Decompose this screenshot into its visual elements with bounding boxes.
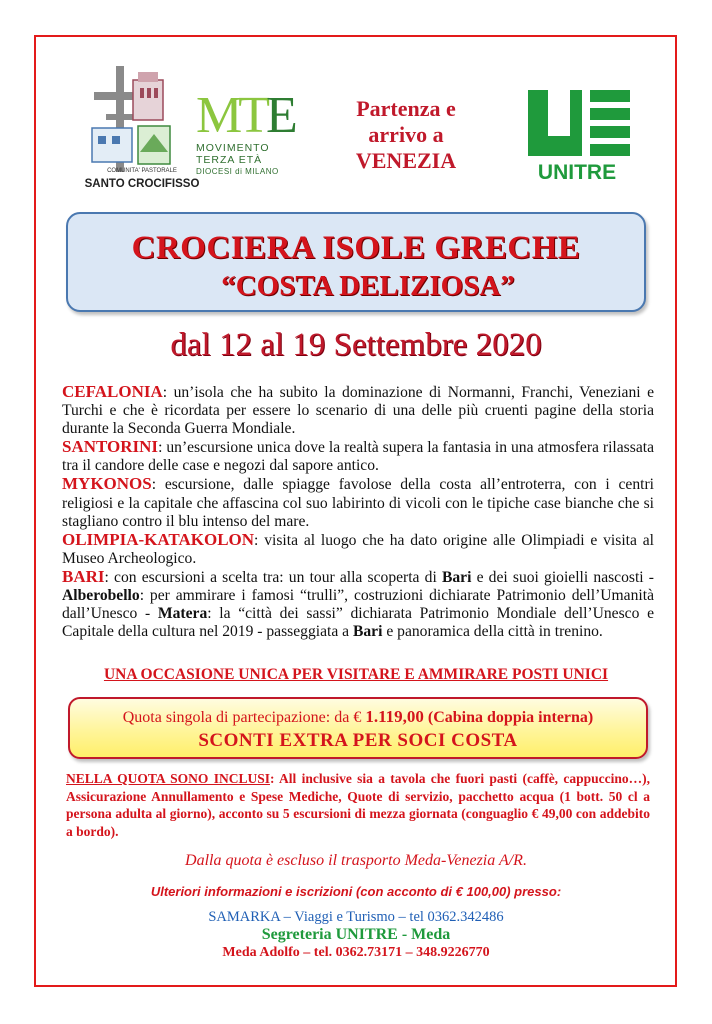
unitre-logo-name: UNITRE <box>537 161 617 184</box>
mte-logo <box>196 87 316 200</box>
itinerary-item-bari: BARI: con escursioni a scelta tra: un tour alla scoperta di Bari e dei suoi gioielli nascosti - Alberobello: per ammirare i famosi “trulli”, costruzioni dichiarate Patrimonio dell’Umanità dall’Unesco - Matera: la “città dei sassi” dichiarata Patrimonio Mondiale dell’Unesco e Capitale della cultura nel 2019 - passeggiata a Bari e panoramica della città in trenino. <box>62 566 654 641</box>
offer-headline: UNA OCCASIONE UNICA PER VISITARE E AMMIRARE POSTI UNICI <box>103 666 609 683</box>
itinerary-item <box>62 475 654 530</box>
included-services <box>66 770 650 840</box>
included-label: NELLA QUOTA SONO INCLUSI <box>66 771 270 786</box>
cruise-title: CROCIERA ISOLE GRECHE <box>131 230 581 266</box>
contact-agency: SAMARKA – Viaggi e Turismo – tel 0362.342486 <box>208 909 504 925</box>
destination-text: : escursione, dalle spiagge favolose della costa all’entroterra, con i centri religiosi e la capitale che affascina col suo labirinto di vicoli con le tipiche case bianche che si stagliano contro il blu intenso del mare. <box>62 476 654 530</box>
departure-line3: VENEZIA <box>355 148 457 173</box>
price-note: (Cabina doppia interna) <box>423 709 594 726</box>
title-box <box>66 212 646 312</box>
destination-name: SANTORINI <box>62 437 159 457</box>
parish-logo-name: SANTO CROCIFISSO <box>84 178 200 190</box>
excluded-note: Dalla quota è escluso il trasporto Meda-Venezia A/R. <box>185 852 527 869</box>
mte-logo-mark: MTE <box>196 87 294 144</box>
contact-person: Meda Adolfo – tel. 0362.73171 – 348.9226770 <box>222 945 490 960</box>
departure-line2: arrivo a <box>368 122 444 147</box>
price-line <box>70 707 646 727</box>
itinerary-item <box>62 383 654 438</box>
info-line: Ulteriori informazioni e iscrizioni (con acconto di € 100,00) presso: <box>150 884 562 899</box>
itinerary <box>62 383 654 641</box>
destination-name: OLIMPIA-KATAKOLON <box>62 529 255 549</box>
price-label: Quota singola di partecipazione: da € <box>122 709 366 726</box>
discount-text: SCONTI EXTRA PER SOCI COSTA <box>198 730 518 751</box>
cruise-dates: dal 12 al 19 Settembre 2020 <box>170 327 542 363</box>
contact-secretariat: Segreteria UNITRE - Meda <box>261 926 451 943</box>
mte-logo-line3: DIOCESI di MILANO <box>196 167 279 176</box>
itinerary-item <box>62 531 654 568</box>
ship-name: “COSTA DELIZIOSA” <box>221 270 515 302</box>
destination-text: : un’isola che ha subito la dominazione di Normanni, Franchi, Veneziani e Turchi e che è ricordata per essere lo scenario di una delle più cruenti pagine della storia durante la Seconda Guerra Mondiale. <box>62 384 654 438</box>
destination-name: BARI <box>62 566 105 586</box>
price-box <box>68 697 648 759</box>
included-text: : All inclusive sia a tavola che fuori pasti (caffè, cappuccino…), Assicurazione Annullamento e Spese Mediche, Quote di servizio, pacchetto acqua (1 bott. 50 cl a persona adulta al giorno), acconto su 5 escursioni di mezza giornata (conguaglio € 49,00 con addebito a bordo). <box>66 771 650 839</box>
departure-info <box>336 96 476 174</box>
destination-text: : un’escursione unica dove la realtà supera la fantasia in una atmosfera rilassata tra il candore delle case e negozi dal sapore antico. <box>62 439 654 475</box>
departure-line1: Partenza e <box>356 96 456 121</box>
parish-logo-subtitle: COMUNITA' PASTORALE <box>107 168 177 174</box>
mte-logo-line1: MOVIMENTO <box>196 142 270 154</box>
destination-name: CEFALONIA <box>62 382 163 401</box>
mte-logo-line2: TERZA ETÀ <box>196 154 263 166</box>
price-value: 1.119,00 <box>365 707 424 726</box>
destination-text: : visita al luogo che ha dato origine alle Olimpiadi e visita al Museo Archeologico. <box>62 531 654 567</box>
itinerary-item <box>62 438 654 475</box>
destination-name: MYKONOS <box>62 474 152 494</box>
